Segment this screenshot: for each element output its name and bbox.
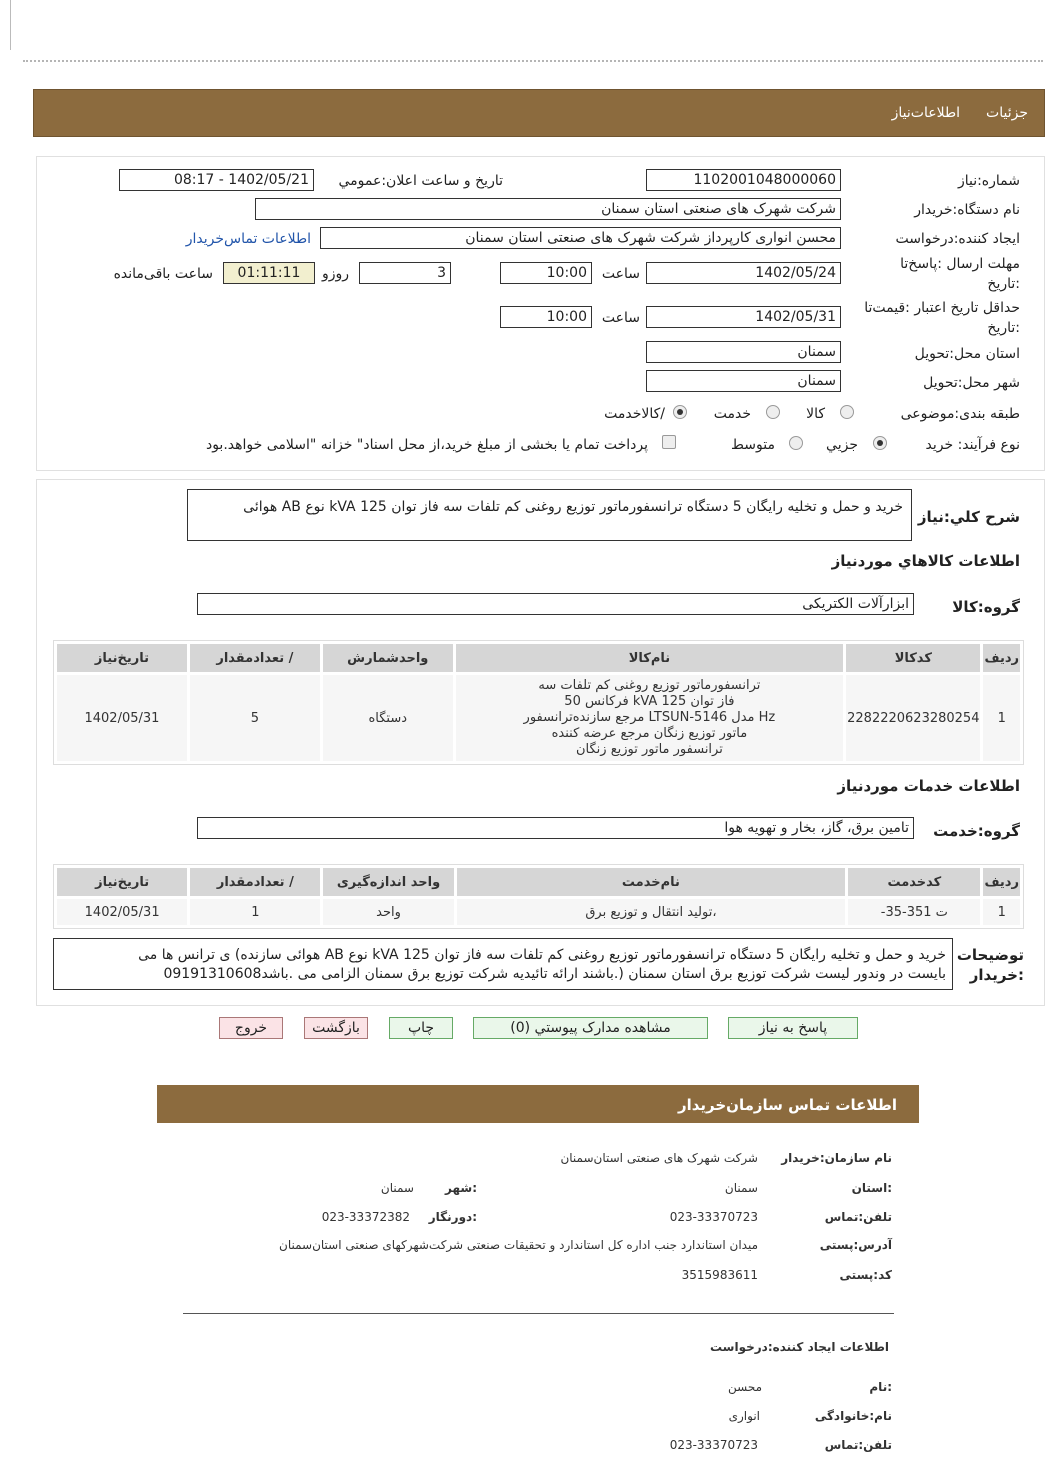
contact-city: سمنان [380, 1181, 414, 1195]
col-need-date: تاریخ‌نیاز [57, 644, 187, 672]
announce-datetime-field: 1402/05/21 - 08:17 [119, 169, 314, 191]
col-quantity: / تعدادمقدار [190, 868, 320, 896]
contact-phone-label: تلفن:تماس [824, 1210, 892, 1224]
goods-name-line: ترانسفورماتور توزیع روغنی کم تلفات سه [538, 678, 761, 693]
province-label: استان محل:تحویل [914, 346, 1020, 362]
validity-label-2: :تاریخ [987, 320, 1020, 336]
buyer-notes-label: توضیحات [956, 946, 1024, 964]
tab-details[interactable]: جزئیات [986, 105, 1028, 121]
creator-name: محسن [727, 1380, 762, 1394]
city-label: شهر محل:تحویل [923, 375, 1020, 391]
process-minor-radio[interactable] [873, 436, 887, 450]
tab-need-info[interactable]: اطلاعات‌نیاز [891, 105, 960, 121]
creator-family-label: نام:خانوادگی [814, 1409, 892, 1423]
buyer-notes-line: بایست در وندور لیست شرکت توزیع برق استان سمنان (.باشند ارائه تائیدیه شرکت توزیع برق سمنان الزامی می .باشد09191310608 [163, 966, 946, 982]
goods-name-line: ماتور توزیع زنگان مرجع عرضه کننده [551, 726, 748, 741]
reply-deadline-label: مهلت ارسال :پاسخ‌تا [900, 256, 1020, 272]
col-service-code: کدخدمت [848, 868, 980, 896]
process-label: نوع فرآیند: خرید [925, 437, 1020, 453]
goods-need-date: 1402/05/31 [57, 675, 187, 761]
service-row-number: 1 [983, 899, 1020, 925]
goods-group-field: ابزارآلات الکتریکی [197, 593, 914, 615]
creator-phone: 023-33370723 [669, 1438, 758, 1452]
col-goods-name: نام‌کالا [456, 644, 843, 672]
left-border-line [10, 0, 11, 50]
col-unit: واحد اندازه‌گیری [323, 868, 453, 896]
validity-time-label: ساعت [601, 310, 640, 326]
col-row: ردیف [983, 644, 1020, 672]
creator-family: انواری [728, 1409, 760, 1423]
category-goods-radio[interactable] [840, 405, 854, 419]
goods-name-line: Hz مدل LTSUN-5146 مرجع سازنده‌ترانسفور [523, 710, 776, 725]
col-goods-code: کدکالا [846, 644, 980, 672]
contact-phone: 023-33370723 [669, 1210, 758, 1224]
service-code: ت 351-35- [848, 899, 980, 925]
validity-label: حداقل تاریخ اعتبار :قیمت‌تا [864, 300, 1020, 316]
category-label: طبقه بندی:موضوعی [900, 406, 1020, 422]
table-row [57, 675, 1020, 761]
category-service-label: خدمت [713, 406, 751, 422]
goods-name [456, 675, 843, 761]
goods-row-number: 1 [983, 675, 1020, 761]
buyer-notes-label-2: :خریدار [969, 966, 1024, 984]
reply-date-field: 1402/05/24 [646, 262, 841, 284]
description-field: خرید و حمل و تخلیه رایگان 5 دستگاه ترانسفورماتور توزیع روغنی کم تلفات سه فاز توان 125 kVA نوع AB هوائی [187, 489, 912, 541]
category-service-radio[interactable] [766, 405, 780, 419]
view-attachments-button[interactable]: مشاهده مدارک پیوستي (0) [473, 1017, 708, 1039]
creator-phone-label: تلفن:تماس [824, 1438, 892, 1452]
remaining-time-label: ساعت باقی‌مانده [113, 266, 213, 282]
buyer-contact-title: اطلاعات تماس سازمان‌خریدار [677, 1096, 897, 1114]
services-table-header [57, 868, 1020, 896]
goods-name-line: فاز توان 125 kVA فرکانس 50 [564, 694, 735, 709]
validity-time-field: 10:00 [500, 306, 592, 328]
creator-field: محسن انواری کارپرداز شرکت شهرک های صنعتی استان سمنان [320, 227, 841, 249]
reply-time-field: 10:00 [500, 262, 592, 284]
service-unit: واحد [323, 899, 453, 925]
need-number-label: شماره:نیاز [957, 173, 1020, 189]
goods-quantity: 5 [190, 675, 320, 761]
contact-province: سمنان [724, 1181, 758, 1195]
table-row [57, 899, 1020, 925]
col-quantity: / تعدادمقدار [190, 644, 320, 672]
buyer-notes-line: خرید و حمل و تخلیه رایگان 5 دستگاه ترانسفورماتور توزیع روغنی کم تلفات سه فاز توان 125 kVA نوع AB هوائی سازنده) ی ترانس ها می [138, 947, 946, 963]
treasury-payment-checkbox[interactable] [662, 435, 676, 449]
category-goods-service-label: /کالاخدمت [604, 406, 665, 422]
buyer-org-label: نام دستگاه:خریدار [914, 202, 1020, 218]
goods-info-title: اطلاعات کالاهاي موردنیاز [831, 552, 1020, 570]
service-group-label: گروه:خدمت [933, 822, 1020, 840]
services-table [53, 864, 1024, 929]
goods-group-label: گروه:کالا [952, 598, 1020, 616]
contact-fax: 023-33372382 [321, 1210, 410, 1224]
contact-org-label: نام سازمان:خریدار [781, 1151, 892, 1165]
buyer-contact-header [157, 1085, 919, 1123]
service-name: ،تولید انتقال و توزیع برق [457, 899, 846, 925]
col-service-name: نام‌خدمت [457, 868, 846, 896]
contact-address-label: آدرس:پستی [819, 1238, 892, 1252]
back-button[interactable]: بازگشت [304, 1017, 368, 1039]
page-header-bar [33, 89, 1045, 137]
exit-button[interactable]: خروج [219, 1017, 283, 1039]
col-row: ردیف [983, 868, 1020, 896]
print-button[interactable]: چاپ [389, 1017, 453, 1039]
days-field: 3 [359, 262, 451, 284]
reply-deadline-label-2: :تاریخ [987, 276, 1020, 292]
process-medium-radio[interactable] [789, 436, 803, 450]
description-label: شرح کلي:نیاز [917, 508, 1020, 526]
service-group-field: تامین برق، گاز، بخار و تهویه هوا [197, 817, 914, 839]
process-medium-label: متوسط [731, 437, 775, 453]
services-info-title: اطلاعات خدمات موردنیاز [837, 777, 1020, 795]
col-need-date: تاریخ‌نیاز [57, 868, 187, 896]
top-divider [23, 60, 1043, 62]
creator-label: ایجاد کننده:درخواست [895, 231, 1020, 247]
buyer-contact-link[interactable]: اطلاعات تماس‌خریدار [185, 231, 311, 247]
col-unit: واحدشمارش [323, 644, 453, 672]
contact-org: شرکت شهرک های صنعتی استان‌سمنان [560, 1151, 758, 1165]
goods-name-line: ترانسفور ماتور توزیع زنگان [575, 742, 723, 757]
announce-label: تاریخ و ساعت اعلان:عمومي [338, 173, 503, 189]
city-field: سمنان [646, 370, 841, 392]
contact-postal-label: کد:پستی [839, 1268, 892, 1282]
contact-address: میدان استاندارد جنب اداره کل استاندارد و تحقیقات صنعتی شرکت‌شهرکهای صنعتی استان‌سمنان [279, 1238, 758, 1252]
contact-fax-label: :دورنگار [428, 1210, 477, 1224]
remaining-time-field: 01:11:11 [223, 262, 315, 284]
need-number-field: 1102001048000060 [646, 169, 841, 191]
creator-info-title: اطلاعات ایجاد کننده:درخواست [709, 1340, 889, 1354]
goods-table-header [57, 644, 1020, 672]
goods-table [53, 640, 1024, 765]
reply-to-need-button[interactable]: پاسخ به نیاز [728, 1017, 858, 1039]
contact-province-label: :استان [851, 1181, 892, 1195]
reply-time-label: ساعت [601, 266, 640, 282]
category-goods-label: کالا [806, 406, 825, 422]
goods-code: 2282220623280254 [846, 675, 980, 761]
validity-date-field: 1402/05/31 [646, 306, 841, 328]
treasury-payment-label: پرداخت تمام یا بخشی از مبلغ خرید،از محل اسناد" خزانه "اسلامی خواهد.بود [205, 437, 648, 453]
service-need-date: 1402/05/31 [57, 899, 187, 925]
service-quantity: 1 [190, 899, 320, 925]
province-field: سمنان [646, 341, 841, 363]
contact-divider [183, 1313, 894, 1314]
days-label: روزو [321, 266, 349, 282]
contact-postal: 3515983611 [681, 1268, 758, 1282]
creator-name-label: :نام [869, 1380, 892, 1394]
process-minor-label: جزیي [826, 437, 858, 453]
goods-unit: دستگاه [323, 675, 453, 761]
buyer-notes-field [53, 938, 953, 990]
contact-city-label: :شهر [445, 1181, 477, 1195]
buyer-org-field: شرکت شهرک های صنعتی استان سمنان [255, 198, 841, 220]
category-goods-service-radio[interactable] [673, 405, 687, 419]
